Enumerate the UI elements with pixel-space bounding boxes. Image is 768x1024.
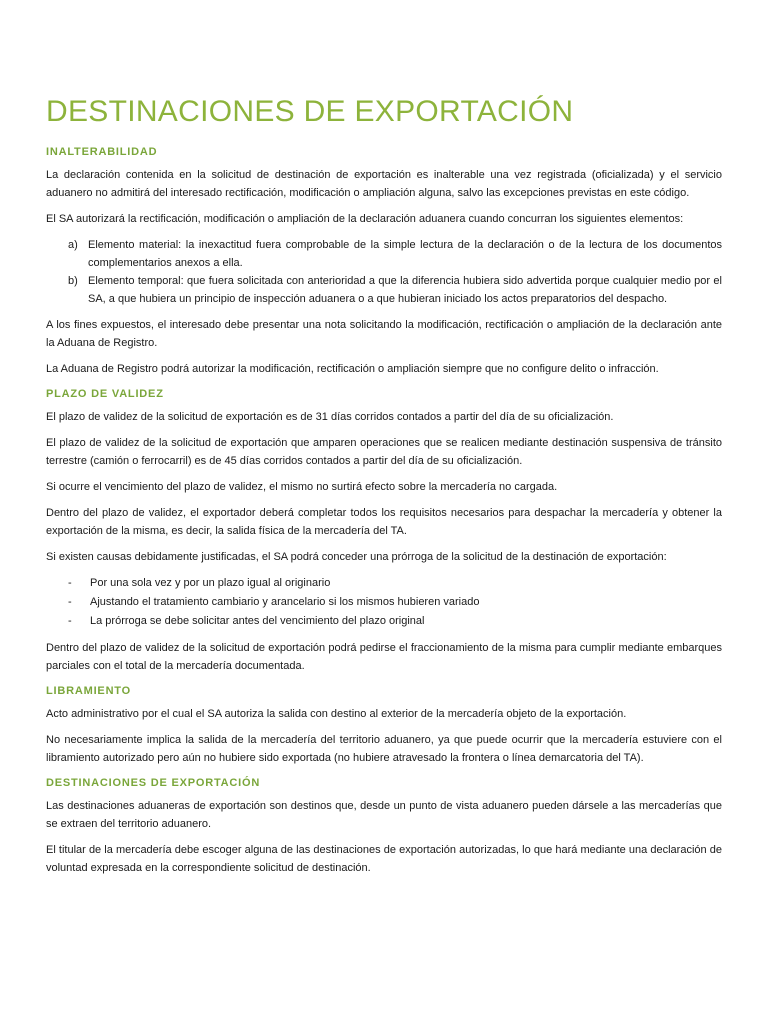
list-item-text: La prórroga se debe solicitar antes del vencimiento del plazo original [90,615,425,627]
list-item [46,272,722,308]
list-item [46,593,722,612]
list-marker: - [68,615,72,627]
section-heading-plazo-de-validez: PLAZO DE VALIDEZ [46,388,164,400]
list-marker: - [68,596,72,608]
paragraph: Si existen causas debidamente justificadas, el SA podrá conceder una prórroga de la solicitud de la destinación de exportación: [46,551,667,563]
list-item [46,612,722,631]
section-heading-inalterabilidad: INALTERABILIDAD [46,146,158,158]
list-marker: - [68,577,72,589]
paragraph: Dentro del plazo de validez de la solicitud de exportación podrá pedirse el fraccionamiento de la misma para cumplir mediante embarques parciales con el total de la mercadería documentada. [46,642,722,672]
paragraph: Si ocurre el vencimiento del plazo de validez, el mismo no surtirá efecto sobre la mercadería no cargada. [46,481,558,493]
list-item-text: Elemento material: la inexactitud fuera comprobable de la simple lectura de la declaración o de la lectura de los documentos complementarios anexos a ella. [88,239,722,269]
paragraph: Acto administrativo por el cual el SA autoriza la salida con destino al exterior de la mercadería objeto de la exportación. [46,708,627,720]
paragraph: Las destinaciones aduaneras de exportación son destinos que, desde un punto de vista aduanero pueden dársele a las mercaderías que se extraen del territorio aduanero. [46,800,722,830]
paragraph: La declaración contenida en la solicitud de destinación de exportación es inalterable una vez registrada (oficializada) y el servicio aduanero no admitirá del interesado rectificación, modificación o ampliación alguna, salvo las excepciones previstas en este código. [46,169,722,199]
paragraph: La Aduana de Registro podrá autorizar la modificación, rectificación o ampliación siempre que no configure delito o infracción. [46,363,659,375]
list-item [46,574,722,593]
paragraph: El SA autorizará la rectificación, modificación o ampliación de la declaración aduanera cuando concurran los siguientes elementos: [46,213,684,225]
list-item-text: Ajustando el tratamiento cambiario y arancelario si los mismos hubieren variado [90,596,480,608]
page-title: DESTINACIONES DE EXPORTACIÓN [46,95,574,128]
list-item-text: Elemento temporal: que fuera solicitada con anterioridad a que la diferencia hubiera sido advertida porque cualquier medio por el SA, a que hubiera un principio de inspección aduanera o a que hubieran iniciado los actos preparatorios del despacho. [88,275,722,305]
paragraph: Dentro del plazo de validez, el exportador deberá completar todos los requisitos necesarios para despachar la mercadería y obtener la exportación de la misma, es decir, la salida física de la mercadería del TA. [46,507,722,537]
list-marker: b) [68,275,78,287]
list-marker: a) [68,239,78,251]
list-item-text: Por una sola vez y por un plazo igual al originario [90,577,331,589]
list-item [46,236,722,272]
section-heading-destinaciones: DESTINACIONES DE EXPORTACIÓN [46,777,261,789]
paragraph: A los fines expuestos, el interesado debe presentar una nota solicitando la modificación, rectificación o ampliación de la declaración ante la Aduana de Registro. [46,319,722,349]
paragraph: No necesariamente implica la salida de la mercadería del territorio aduanero, ya que puede ocurrir que la mercadería estuviere con el libramiento autorizado pero aún no hubiere sido exportada (no hubiere atravesado la frontera o línea demarcatoria del TA). [46,734,722,764]
dash-list [46,574,722,631]
lettered-list [46,236,722,308]
paragraph: El plazo de validez de la solicitud de exportación es de 31 días corridos contados a partir del día de su oficialización. [46,411,614,423]
section-heading-libramiento: LIBRAMIENTO [46,685,131,697]
paragraph: El plazo de validez de la solicitud de exportación que amparen operaciones que se realicen mediante destinación suspensiva de tránsito terrestre (camión o ferrocarril) es de 45 días corridos contados a partir del día de su oficialización. [46,437,722,467]
paragraph: El titular de la mercadería debe escoger alguna de las destinaciones de exportación autorizadas, lo que hará mediante una declaración de voluntad expresada en la correspondiente solicitud de destinación. [46,844,722,874]
